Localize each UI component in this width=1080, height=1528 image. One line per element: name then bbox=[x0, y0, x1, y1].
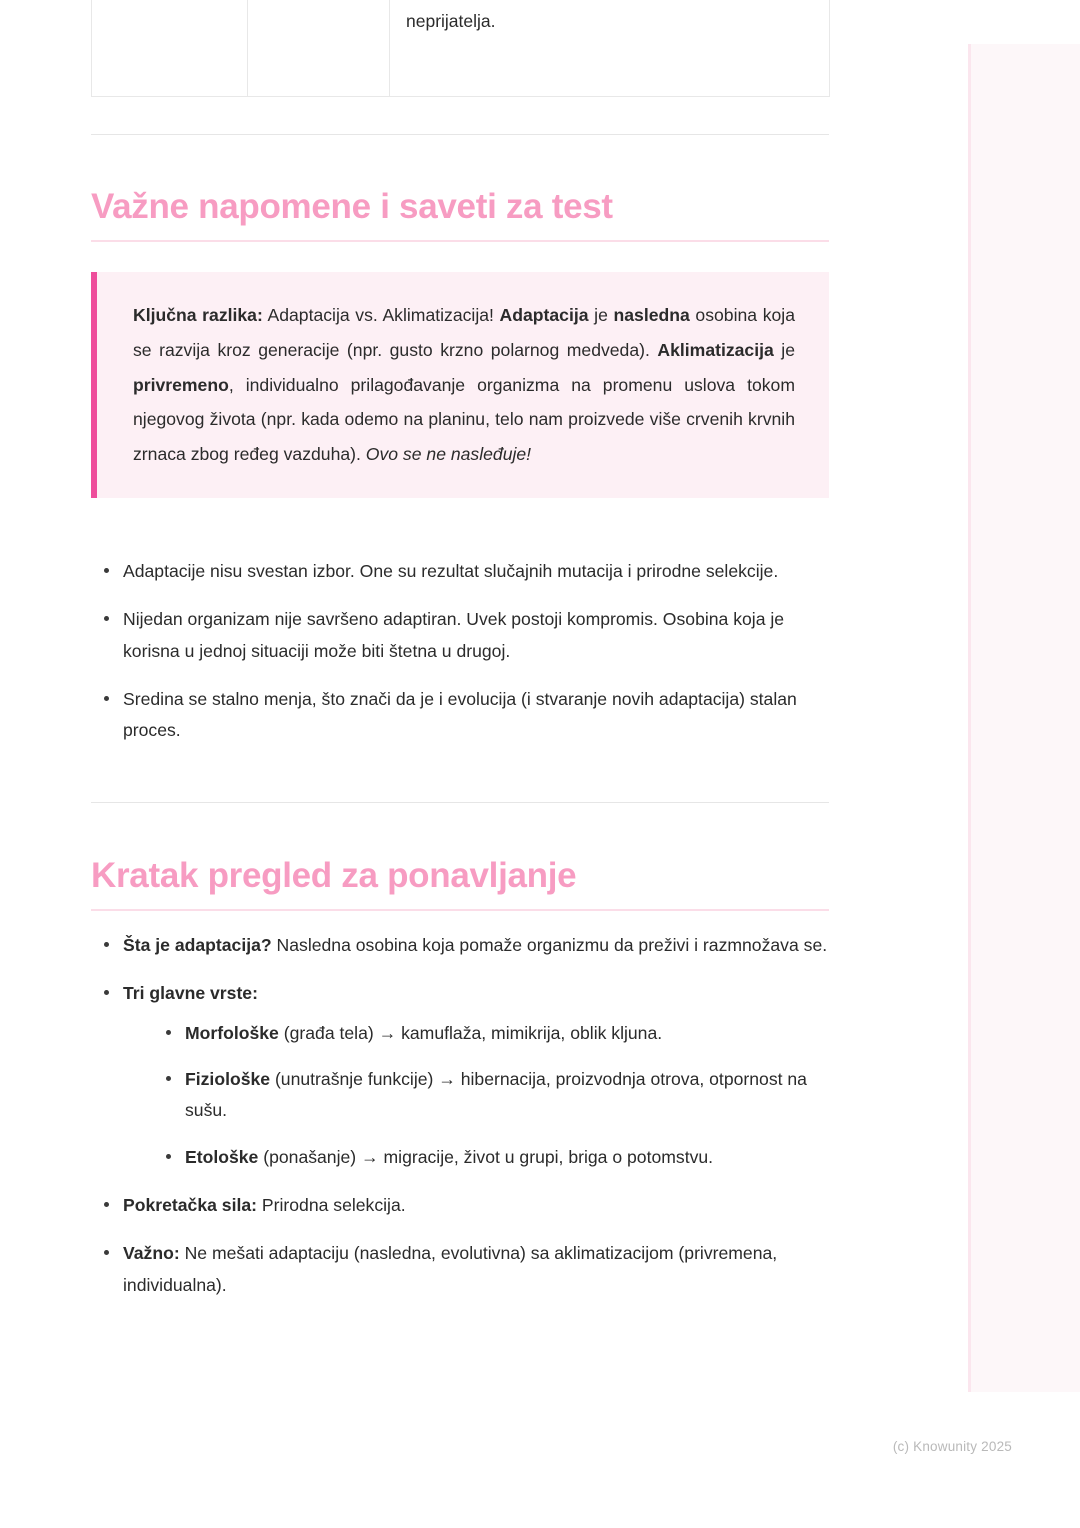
table-cell-3: neprijatelja. bbox=[390, 0, 830, 96]
sub-list-item-rest: (unutrašnje funkcije) → hibernacija, proizvodnja otrova, otpornost na sušu. bbox=[185, 1068, 807, 1121]
table-cell-1 bbox=[92, 0, 248, 96]
section-title: Kratak pregled za ponavljanje bbox=[91, 856, 577, 895]
summary-bullet-list bbox=[91, 930, 829, 1301]
list-item: Sredina se stalno menja, što znači da je i evolucija (i stvaranje novih adaptacija) stalan proces. bbox=[91, 684, 829, 747]
callout-run-8: privremeno bbox=[133, 374, 229, 395]
callout-run-3: je bbox=[588, 305, 614, 325]
list-item-rest: Ne mešati adaptaciju (nasledna, evolutivna) sa aklimatizacijom (privremena, individualna). bbox=[123, 1243, 778, 1295]
callout-label: Ključna razlika: bbox=[133, 305, 263, 325]
sub-list-item bbox=[154, 1142, 829, 1173]
section-divider-top bbox=[91, 134, 829, 135]
list-item-rest: Prirodna selekcija. bbox=[257, 1194, 406, 1215]
callout-run-2: Adaptacija bbox=[499, 305, 589, 325]
callout-run-7: je bbox=[773, 339, 795, 360]
heading-underline bbox=[91, 909, 829, 911]
key-difference-callout bbox=[91, 272, 829, 498]
section-divider-bottom bbox=[91, 802, 829, 803]
section-heading-vazne-napomene bbox=[91, 186, 829, 242]
callout-emphasis: Ovo se ne nasleđuje! bbox=[365, 444, 532, 465]
adaptation-types-sublist bbox=[123, 1018, 829, 1173]
list-item: Nijedan organizam nije savršeno adaptiran. Uvek postoji kompromis. Osobina koja je korisna u jednoj situaciji može biti štetna u drugoj. bbox=[91, 604, 829, 667]
sub-list-item-rest: (ponašanje) → migracije, život u grupi, briga o potomstvu. bbox=[258, 1146, 714, 1167]
heading-underline bbox=[91, 240, 829, 242]
section-heading-kratak-pregled bbox=[91, 855, 829, 911]
callout-run-6: Aklimatizacija bbox=[657, 339, 774, 360]
callout-text bbox=[133, 298, 795, 472]
sub-list-item bbox=[154, 1018, 829, 1049]
list-item-lead: Važno: bbox=[123, 1243, 180, 1264]
list-item-lead: Pokretačka sila: bbox=[123, 1194, 257, 1215]
section-title: Važne napomene i saveti za test bbox=[91, 187, 613, 226]
page-edge-band bbox=[968, 44, 1080, 1392]
callout-run-9: , individualno prilagođavanje organizma na promenu uslova tokom njegovog života (npr. kada odemo na planinu, telo nam proizvede više crvenih krvnih zrnaca zbog ređeg vazduha). bbox=[133, 374, 795, 465]
callout-run-5: osobina koja se razvija kroz generacije (npr. gusto krzno polarnog medveda). bbox=[133, 305, 795, 360]
sub-list-item bbox=[154, 1064, 829, 1127]
list-item bbox=[91, 1238, 829, 1301]
table-cell-2 bbox=[248, 0, 390, 96]
sub-list-item-lead: Fiziološke bbox=[185, 1068, 271, 1089]
list-item: Adaptacije nisu svestan izbor. One su rezultat slučajnih mutacija i prirodne selekcije. bbox=[91, 556, 829, 587]
notes-bullet-list bbox=[91, 556, 829, 747]
list-item-rest: Nasledna osobina koja pomaže organizmu da preživi i razmnožava se. bbox=[271, 935, 828, 955]
list-item bbox=[91, 1190, 829, 1221]
sub-list-item-lead: Etološke bbox=[185, 1146, 259, 1167]
sub-list-item-rest: (građa tela) → kamuflaža, mimikrija, oblik kljuna. bbox=[278, 1022, 663, 1043]
sub-list-item-lead: Morfološke bbox=[185, 1022, 279, 1043]
callout-run-1: Adaptacija vs. Aklimatizacija! bbox=[262, 305, 500, 325]
list-item-lead: Šta je adaptacija? bbox=[123, 935, 272, 955]
callout-run-4: nasledna bbox=[613, 305, 690, 325]
list-item bbox=[91, 978, 829, 1173]
footer-copyright: (c) Knowunity 2025 bbox=[892, 1439, 1012, 1454]
list-item-lead: Tri glavne vrste: bbox=[123, 983, 258, 1004]
table-row bbox=[92, 0, 830, 96]
table-fragment bbox=[91, 0, 830, 97]
list-item bbox=[91, 930, 829, 961]
